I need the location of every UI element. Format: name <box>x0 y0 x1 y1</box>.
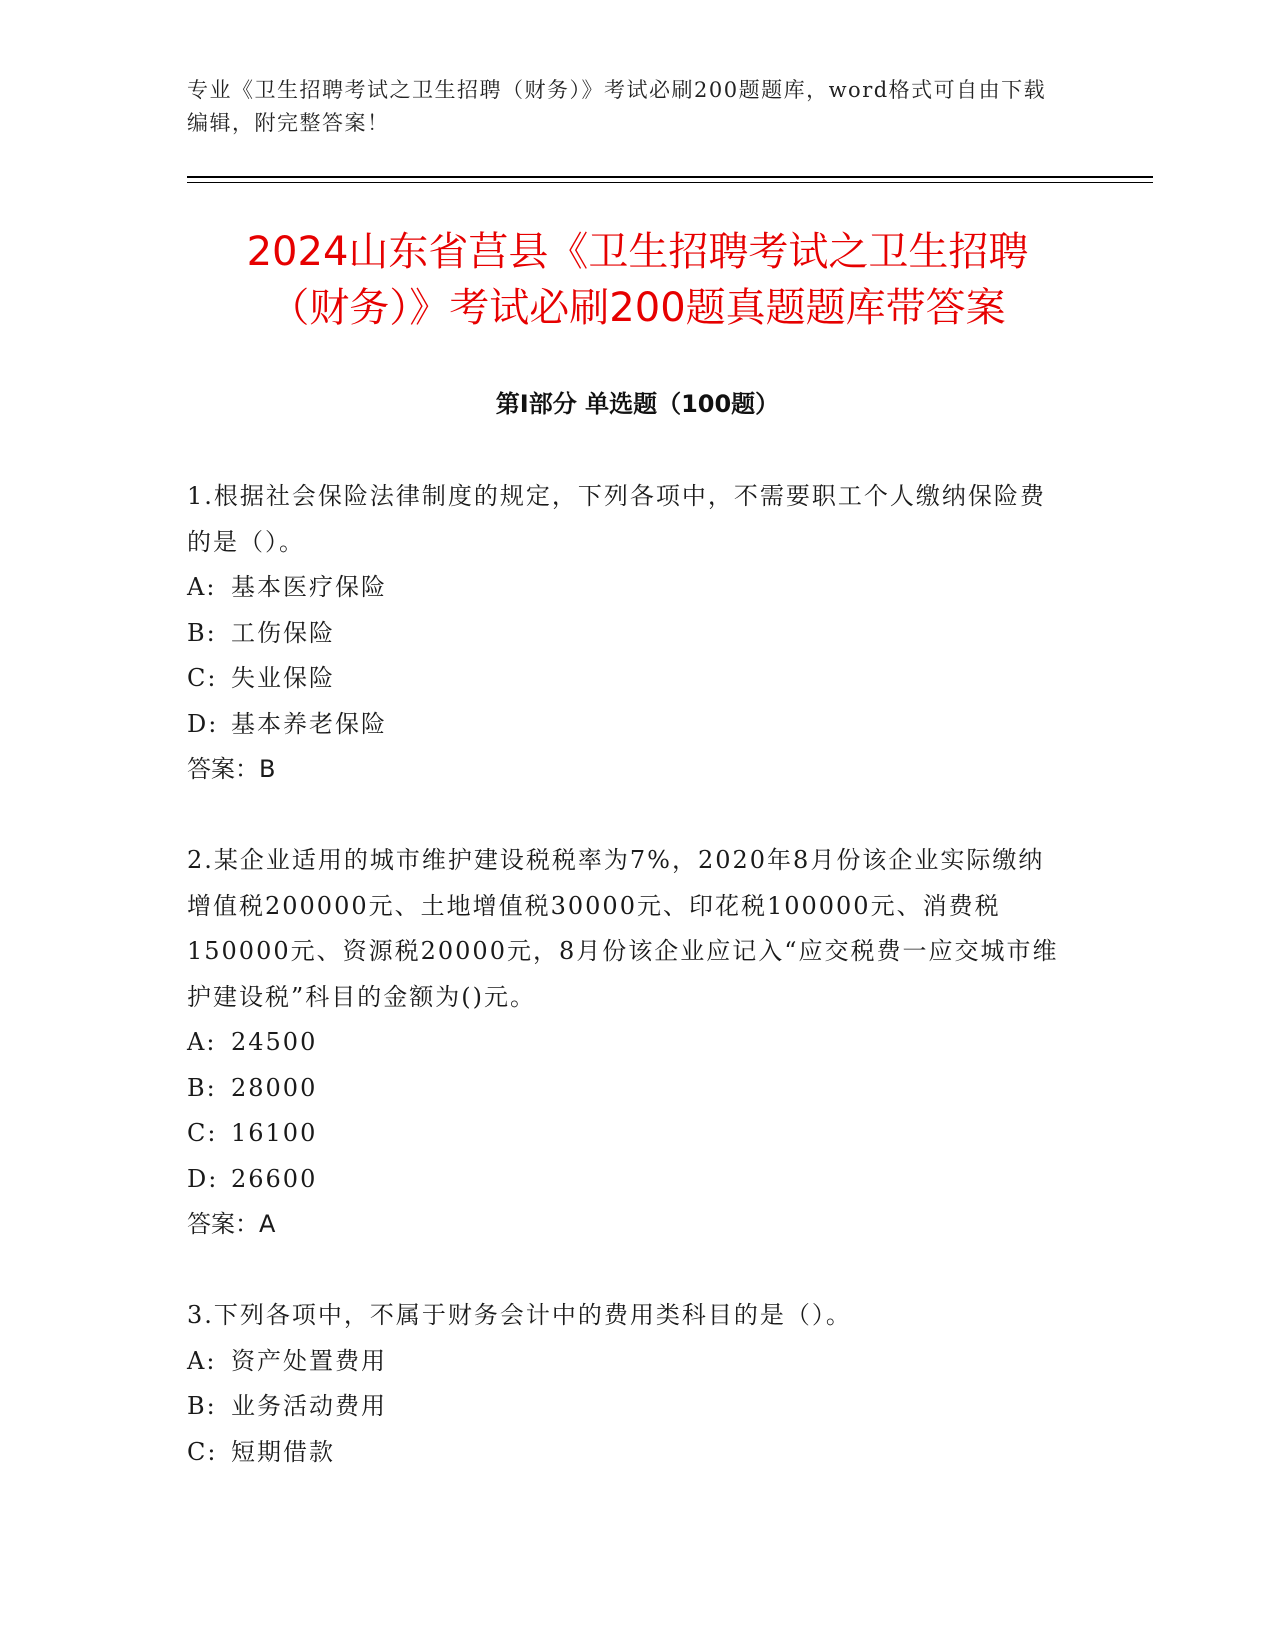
option-text: 工伤保险 <box>231 618 335 647</box>
title-line-1: 2024山东省莒县《卫生招聘考试之卫生招聘 <box>246 229 1029 275</box>
option-b <box>187 611 1067 657</box>
option-c <box>187 656 1067 702</box>
option-text: 业务活动费用 <box>231 1392 387 1420</box>
option-c <box>187 1111 1067 1157</box>
option-key: A: <box>187 573 217 601</box>
option-key: B: <box>187 1392 217 1420</box>
header-rule-thin <box>187 182 1153 183</box>
question-stem: 2.某企业适用的城市维护建设税税率为7%，2020年8月份该企业实际缴纳增值税200000元、土地增值税30000元、印花税100000元、消费税150000元、资源税20000元，8月份该企业应记入“应交税费一应交城市维护建设税”科目的金额为()元。 <box>187 846 1059 1011</box>
option-d <box>187 702 1067 748</box>
document-title <box>150 224 1125 336</box>
title-line-2: （财务）》考试必刷200题真题题库带答案 <box>269 285 1006 331</box>
question-3 <box>187 1293 1067 1475</box>
option-key: C: <box>187 1119 218 1147</box>
option-key: B: <box>187 1073 217 1102</box>
header-note: 专业《卫生招聘考试之卫生招聘（财务）》考试必刷200题题库，word格式可自由下载编辑，附完整答案！ <box>187 78 1047 135</box>
option-text: 失业保险 <box>231 664 335 692</box>
option-text: 24500 <box>231 1028 318 1056</box>
section-heading: 第Ⅰ部分 单选题（100题） <box>495 390 780 418</box>
header-rule-thick <box>187 176 1153 178</box>
option-text: 基本养老保险 <box>231 709 387 738</box>
option-text: 26600 <box>231 1164 318 1193</box>
option-c <box>187 1430 1067 1476</box>
option-text: 28000 <box>231 1073 318 1102</box>
question-stem: 1.根据社会保险法律制度的规定，下列各项中，不需要职工个人缴纳保险费的是（）。 <box>187 482 1046 556</box>
option-key: C: <box>187 664 218 692</box>
option-text: 16100 <box>231 1119 318 1147</box>
option-key: A: <box>187 1346 217 1375</box>
question-stem: 3.下列各项中，不属于财务会计中的费用类科目的是（）。 <box>187 1301 852 1329</box>
option-b <box>187 1384 1067 1430</box>
option-key: A: <box>187 1028 217 1056</box>
question-2 <box>187 838 1067 1248</box>
option-key: B: <box>187 618 217 647</box>
option-a <box>187 1339 1067 1385</box>
option-a <box>187 565 1067 611</box>
option-key: D: <box>187 1164 219 1193</box>
option-text: 短期借款 <box>231 1437 335 1466</box>
option-text: 基本医疗保险 <box>231 573 387 601</box>
answer: 答案：A <box>187 1210 276 1238</box>
option-text: 资产处置费用 <box>231 1346 387 1375</box>
option-a <box>187 1020 1067 1066</box>
answer: 答案：B <box>187 755 276 783</box>
question-1 <box>187 474 1067 793</box>
option-key: D: <box>187 709 219 738</box>
option-d <box>187 1157 1067 1203</box>
option-b <box>187 1066 1067 1112</box>
option-key: C: <box>187 1437 218 1466</box>
